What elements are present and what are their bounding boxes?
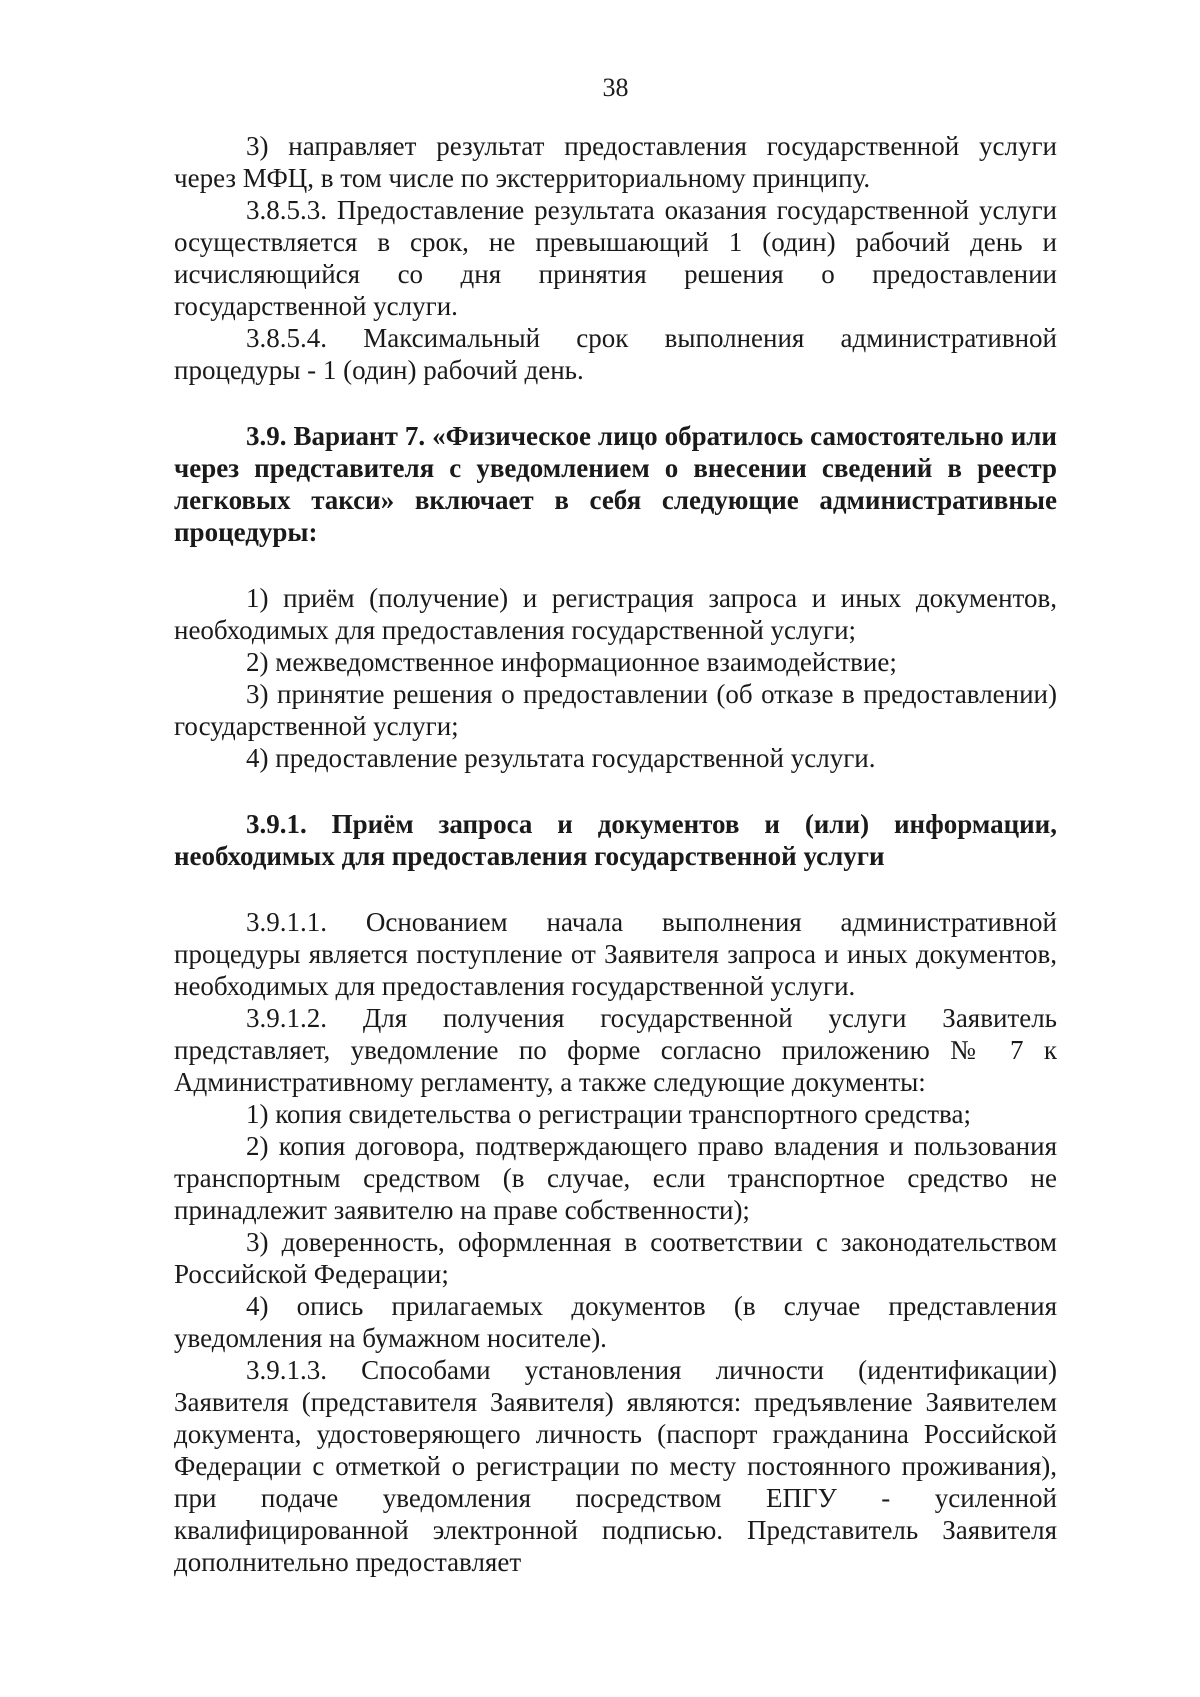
document-list-item-2: 2) копия договора, подтверждающего право владения и пользования транспортным средством (в случае, если транспортное средство не принадлежит заявителю на праве собственности); [174, 1131, 1057, 1225]
section-heading-3-9-1: 3.9.1. Приём запроса и документов и (или) информации, необходимых для предоставления государственной услуги [174, 809, 1057, 871]
paragraph-3-9-1-2: 3.9.1.2. Для получения государственной услуги Заявитель представляет, уведомление по форме согласно приложению № 7 к Административному регламенту, а также следующие документы: [174, 1003, 1057, 1097]
list-item-1-reception: 1) приём (получение) и регистрация запроса и иных документов, необходимых для предоставления государственной услуги; [174, 583, 1057, 645]
paragraph-3-9-1-3: 3.9.1.3. Способами установления личности (идентификации) Заявителя (представителя Заявителя) являются: предъявление Заявителем документа, удостоверяющего личность (паспорт гражданина Российской Федерации с отметкой о регистрации по месту постоянного проживания), при подаче уведомления посредством ЕПГУ - усиленной квалифицированной электронной подписью. Представитель Заявителя дополнительно предоставляет [174, 1355, 1057, 1577]
document-list-item-4: 4) опись прилагаемых документов (в случае представления уведомления на бумажном носителе). [174, 1291, 1057, 1353]
page-number: 38 [602, 73, 629, 102]
paragraph-3-8-5-3: 3.8.5.3. Предоставление результата оказания государственной услуги осуществляется в срок, не превышающий 1 (один) рабочий день и исчисляющийся со дня принятия решения о предоставлении государственной услуги. [174, 195, 1057, 321]
document-list-item-1: 1) копия свидетельства о регистрации транспортного средства; [246, 1099, 971, 1129]
list-item-2-interagency: 2) межведомственное информационное взаимодействие; [246, 647, 897, 677]
list-item-3-decision: 3) принятие решения о предоставлении (об отказе в предоставлении) государственной услуги; [174, 679, 1057, 741]
paragraph-3-result-via-mfc: 3) направляет результат предоставления государственной услуги через МФЦ, в том числе по экстерриториальному принципу. [174, 131, 1057, 193]
paragraph-3-8-5-4: 3.8.5.4. Максимальный срок выполнения административной процедуры - 1 (один) рабочий день. [174, 323, 1057, 385]
paragraph-3-9-1-1: 3.9.1.1. Основанием начала выполнения административной процедуры является поступление от Заявителя запроса и иных документов, необходимых для предоставления государственной услуги. [174, 907, 1057, 1001]
list-item-4-result: 4) предоставление результата государственной услуги. [246, 743, 876, 773]
section-heading-3-9: 3.9. Вариант 7. «Физическое лицо обратилось самостоятельно или через представителя с уведомлением о внесении сведений в реестр легковых такси» включает в себя следующие административные процедуры: [174, 421, 1057, 547]
document-list-item-3: 3) доверенность, оформленная в соответствии с законодательством Российской Федерации; [174, 1227, 1057, 1289]
